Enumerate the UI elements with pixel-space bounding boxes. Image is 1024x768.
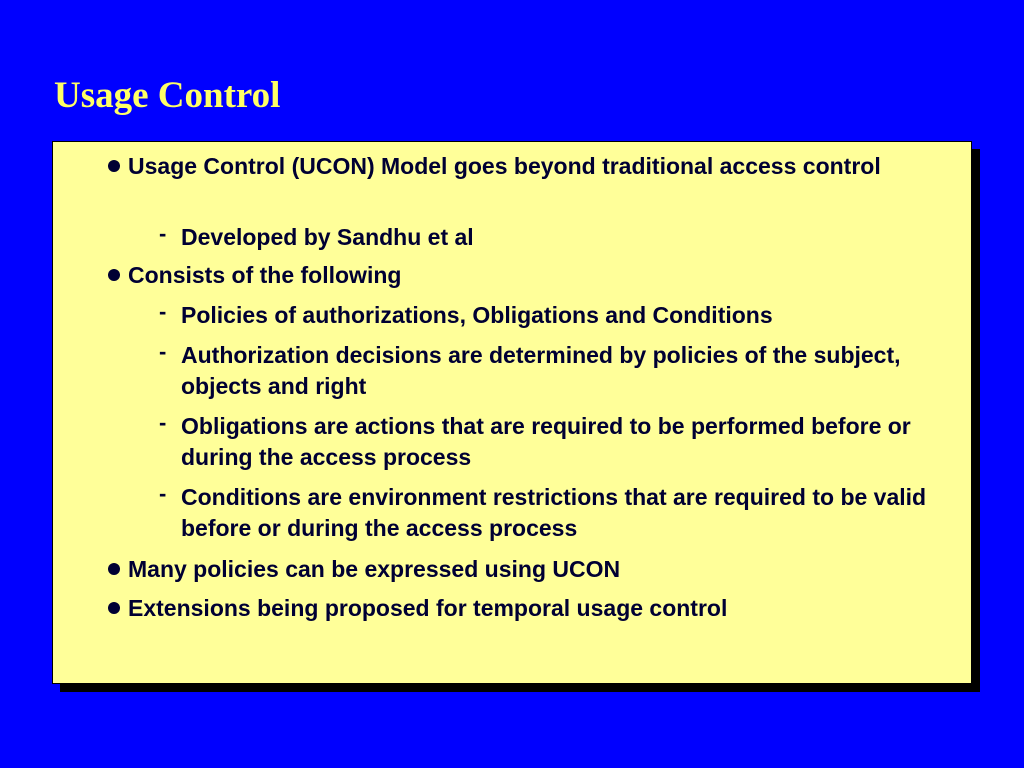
bullet-item [128, 593, 958, 624]
sub-bullet-item [159, 339, 971, 402]
bullet-dot-icon [108, 160, 120, 172]
sub-bullet-text: Conditions are environment restrictions that are required to be valid before or during the access process [181, 484, 927, 541]
content-box [52, 141, 972, 684]
sub-bullet-item [159, 481, 971, 544]
sub-bullet-text: Policies of authorizations, Obligations and Conditions [181, 302, 773, 328]
sub-bullet-item [159, 410, 971, 473]
bullet-item [128, 260, 958, 291]
dash-icon: - [159, 339, 167, 364]
bullet-dot-icon [108, 563, 120, 575]
bullet-text: Many policies can be expressed using UCON [128, 556, 621, 582]
sub-bullet-item [159, 221, 971, 253]
sub-bullet-text: Obligations are actions that are required to be performed before or during the access process [181, 413, 911, 470]
bullet-item [128, 554, 958, 585]
dash-icon: - [159, 410, 167, 435]
sub-bullet-text: Authorization decisions are determined by policies of the subject, objects and right [181, 342, 901, 399]
bullet-text: Usage Control (UCON) Model goes beyond traditional access control [128, 153, 881, 179]
sub-bullet-item [159, 299, 971, 331]
bullet-dot-icon [108, 602, 120, 614]
bullet-text: Consists of the following [128, 262, 402, 288]
dash-icon: - [159, 481, 167, 506]
bullet-item [128, 151, 958, 182]
dash-icon: - [159, 221, 167, 246]
bullet-dot-icon [108, 269, 120, 281]
dash-icon: - [159, 299, 167, 324]
bullet-text: Extensions being proposed for temporal usage control [128, 595, 728, 621]
slide-title: Usage Control [54, 75, 281, 116]
sub-bullet-text: Developed by Sandhu et al [181, 224, 474, 250]
